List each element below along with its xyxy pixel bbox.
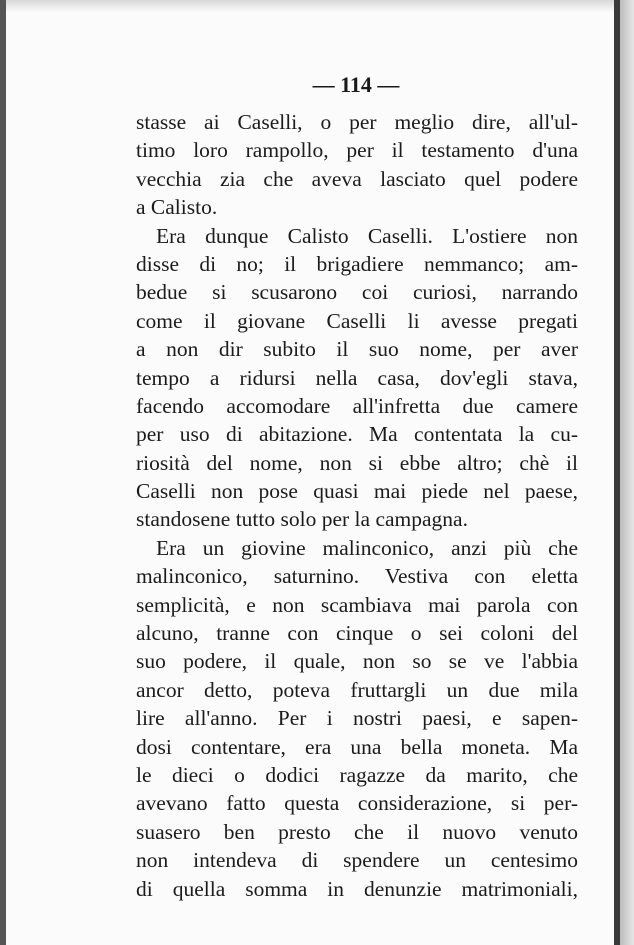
text-line: bedue si scusarono coi curiosi, narrando xyxy=(136,280,578,305)
text-line: le dieci o dodici ragazze da marito, che xyxy=(136,762,578,787)
text-line: semplicità, e non scambiava mai parola con xyxy=(136,592,578,617)
text-line: riosità del nome, non si ebbe altro; chè il xyxy=(136,450,578,475)
page-number: — 114 — xyxy=(312,72,400,97)
text-line: timo loro rampollo, per il testamento d'una xyxy=(136,138,578,163)
text-line: malinconico, saturnino. Vestiva con eletta xyxy=(136,564,578,589)
text-line: avevano fatto questa considerazione, si per- xyxy=(136,791,578,816)
text-line: suo podere, il quale, non so se ve l'abbia xyxy=(136,649,578,674)
text-line: come il giovane Caselli li avesse pregati xyxy=(136,308,578,333)
text-line: Era dunque Calisto Caselli. L'ostiere non xyxy=(156,223,578,248)
text-line: suasero ben presto che il nuovo venuto xyxy=(136,819,578,844)
text-line: lire all'anno. Per i nostri paesi, e sapen- xyxy=(136,706,578,731)
text-line: vecchia zia che aveva lasciato quel podere xyxy=(136,166,578,191)
binding-edge xyxy=(614,0,620,945)
text-line: alcuno, tranne con cinque o sei coloni del xyxy=(136,621,578,646)
text-line: stasse ai Caselli, o per meglio dire, all'ul- xyxy=(136,110,578,134)
text-line: di quella somma in denunzie matrimoniali, xyxy=(136,876,578,901)
body-text xyxy=(136,108,578,903)
text-line: Caselli non pose quasi mai piede nel paese, xyxy=(136,479,578,504)
text-line: a Calisto. xyxy=(136,195,218,220)
page-top-shadow xyxy=(6,0,634,12)
text-line: Era un giovine malinconico, anzi più che xyxy=(156,535,578,560)
text-line: facendo accomodare all'infretta due camere xyxy=(136,393,578,418)
text-line: a non dir subito il suo nome, per aver xyxy=(136,337,578,362)
text-line: standosene tutto solo per la campagna. xyxy=(136,507,468,532)
text-line: disse di no; il brigadiere nemmanco; am- xyxy=(136,251,578,276)
text-line: non intendeva di spendere un centesimo xyxy=(136,848,578,873)
text-line: per uso di abitazione. Ma contentata la cu- xyxy=(136,422,578,447)
text-line: ancor detto, poteva fruttargli un due mila xyxy=(136,677,578,702)
text-line: tempo a ridursi nella casa, dov'egli stava, xyxy=(136,365,578,390)
text-line: dosi contentare, era una bella moneta. Ma xyxy=(136,734,578,759)
page-edge-shadow xyxy=(620,0,634,945)
